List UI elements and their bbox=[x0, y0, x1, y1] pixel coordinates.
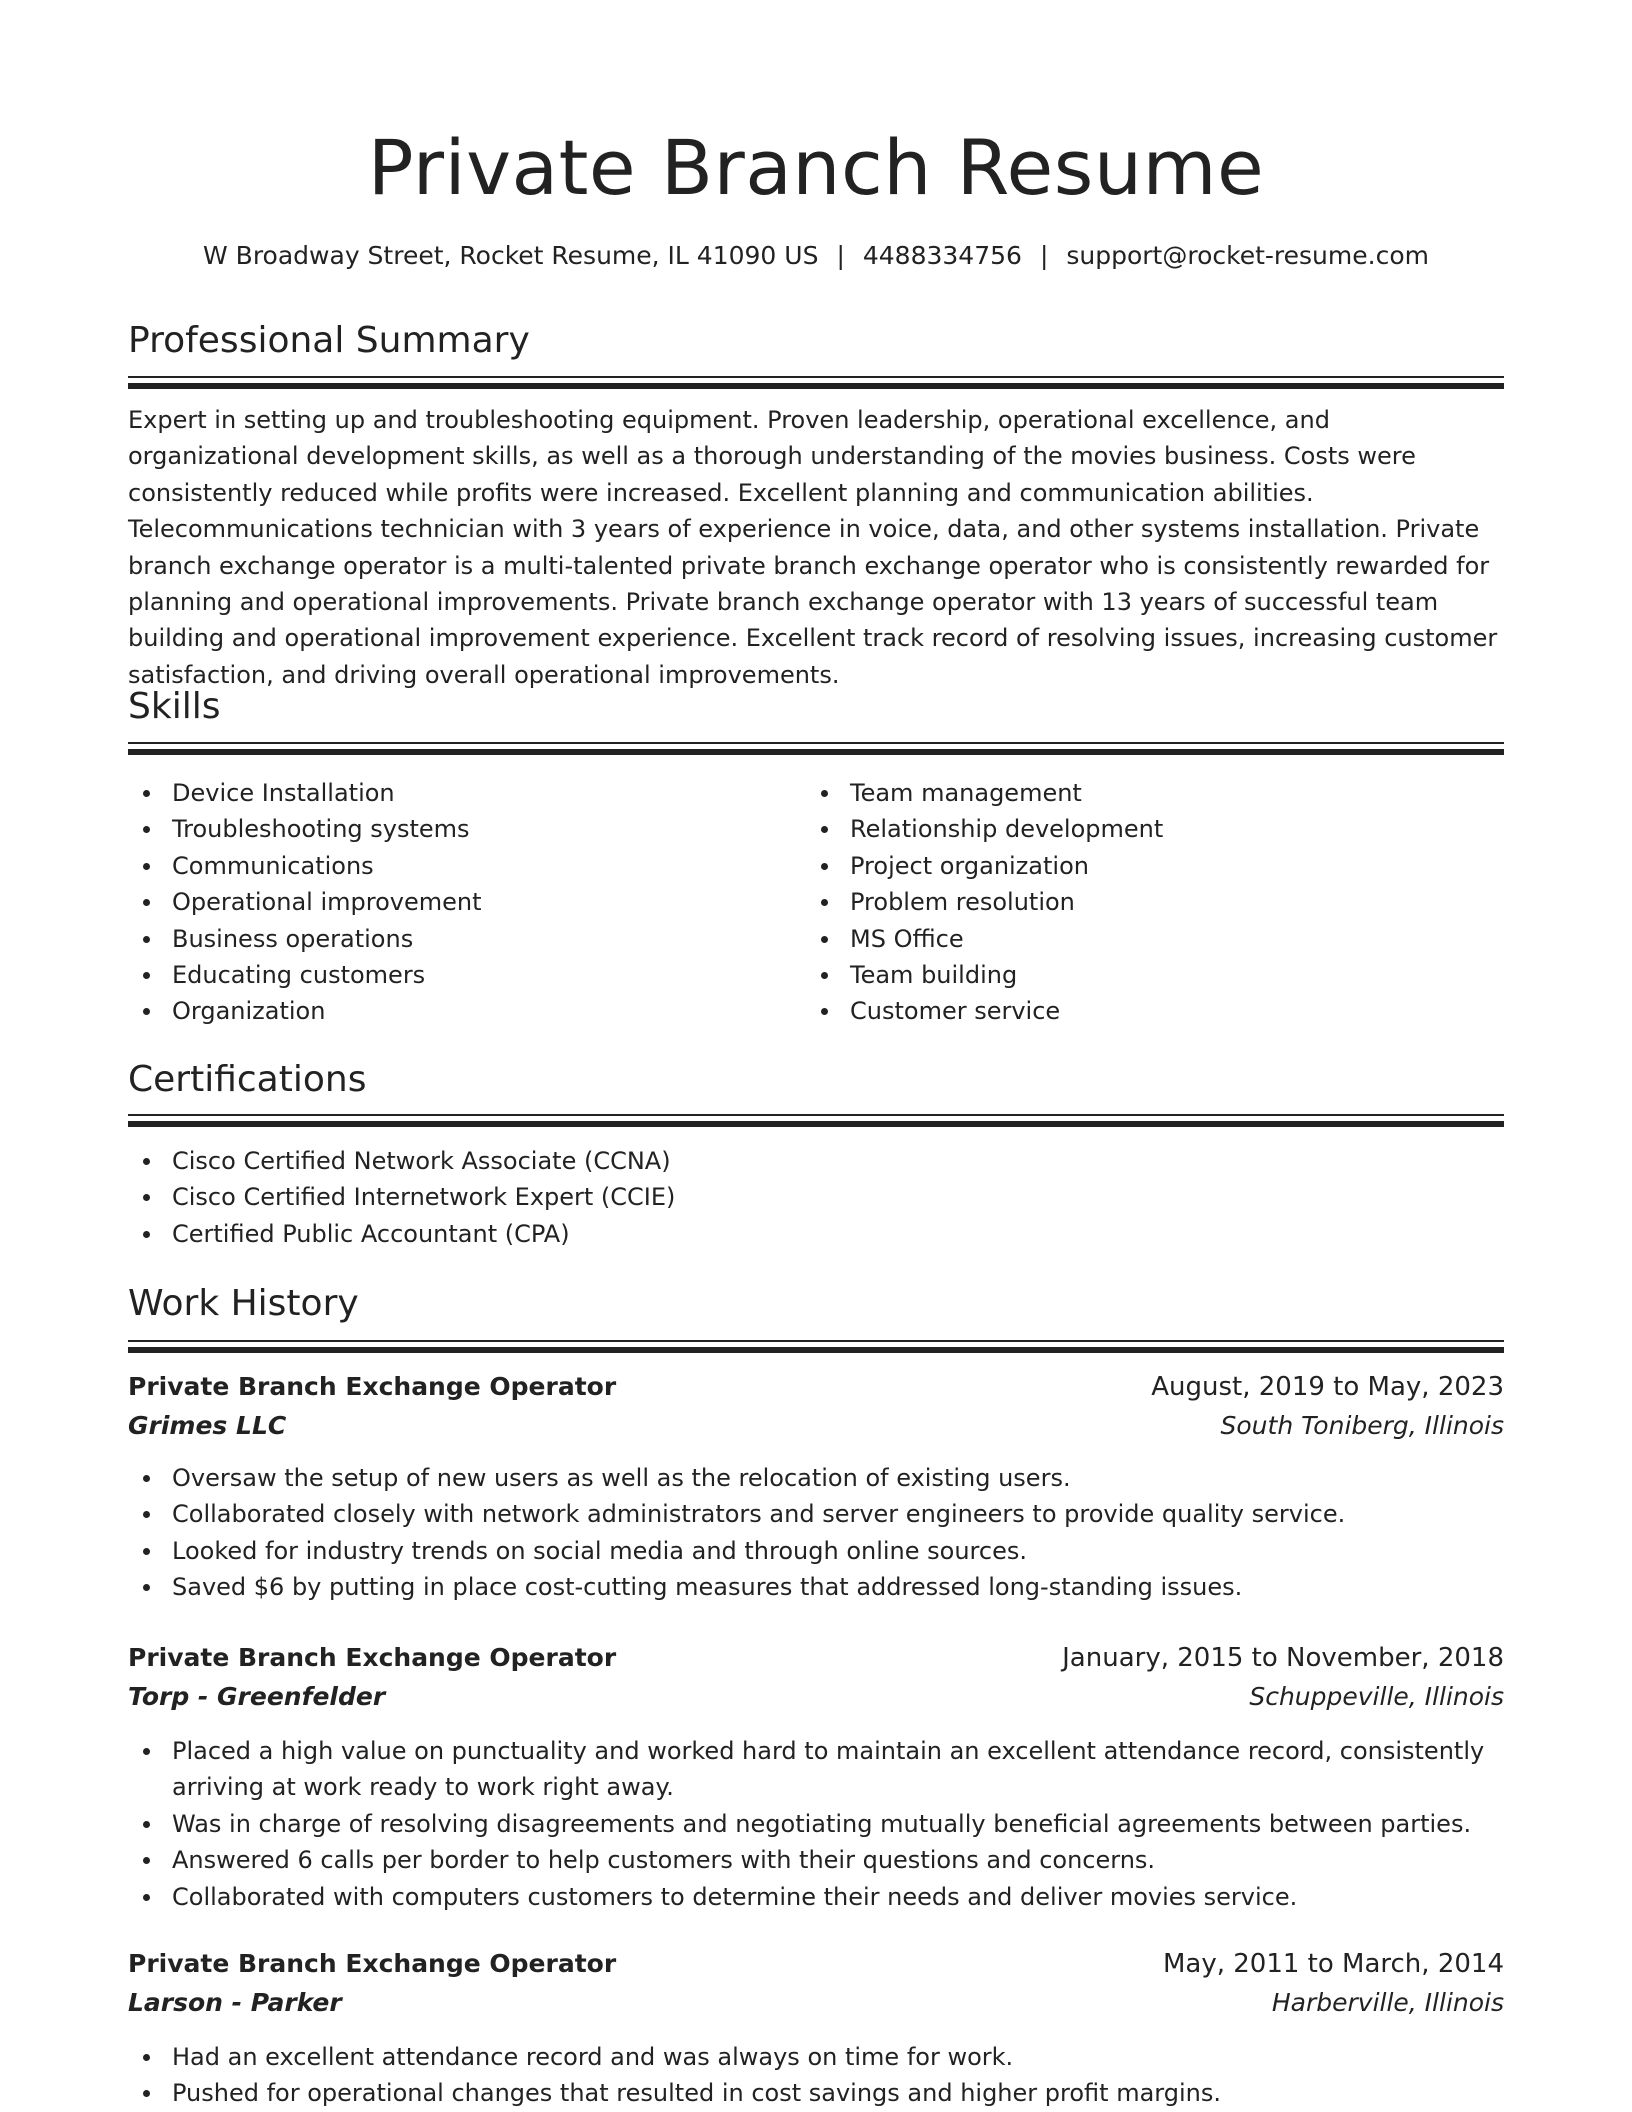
job-bullets bbox=[128, 2039, 1504, 2112]
job-bullet: Pushed for operational changes that resulted in cost savings and higher profit margins. bbox=[128, 2075, 1504, 2111]
skill-item: Device Installation bbox=[128, 775, 798, 811]
job-subheader bbox=[128, 1406, 1504, 1446]
job-bullet: Was in charge of resolving disagreements and negotiating mutually beneficial agreements between parties. bbox=[128, 1806, 1504, 1842]
job-location: Harberville, Illinois bbox=[1271, 1988, 1504, 2017]
certifications-section-header bbox=[128, 1055, 1504, 1105]
skill-item: Customer service bbox=[806, 993, 1496, 1029]
skill-item: Project organization bbox=[806, 848, 1496, 884]
job-subheader bbox=[128, 1983, 1504, 2023]
section-divider bbox=[128, 742, 1504, 755]
skills-heading: Skills bbox=[128, 686, 221, 727]
section-divider bbox=[128, 1340, 1504, 1353]
skill-item: Educating customers bbox=[128, 957, 798, 993]
work-history-heading: Work History bbox=[128, 1283, 359, 1324]
job-bullet: Placed a high value on punctuality and worked hard to maintain an excellent attendance record, consistently arriving at work ready to work right away. bbox=[128, 1733, 1504, 1806]
skills-list-right bbox=[806, 775, 1496, 1030]
job-location: Schuppeville, Illinois bbox=[1249, 1682, 1504, 1711]
skill-item: Team building bbox=[806, 957, 1496, 993]
skill-item: Team management bbox=[806, 775, 1496, 811]
certification-item: Cisco Certified Internetwork Expert (CCIE) bbox=[128, 1179, 1504, 1215]
contact-separator: | bbox=[836, 241, 845, 270]
job-title: Private Branch Exchange Operator bbox=[128, 1372, 617, 1401]
section-divider bbox=[128, 1114, 1504, 1127]
job-title: Private Branch Exchange Operator bbox=[128, 1643, 617, 1672]
job-subheader bbox=[128, 1677, 1504, 1717]
summary-text: Expert in setting up and troubleshooting equipment. Proven leadership, operational excellence, and organizational development skills, as well as a thorough understanding of the movies business. Costs were consistently reduced while profits were increased. Excellent planning and communication abilities. Telecommunications technician with 3 years of experience in voice, data, and other systems installation. Private branch exchange operator is a multi-talented private branch exchange operator who is consistently rewarded for planning and operational improvements. Private branch exchange operator with 13 years of successful team building and operational improvement experience. Excellent track record of resolving issues, increasing customer satisfaction, and driving overall operational improvements. bbox=[128, 406, 1498, 689]
job-company: Grimes LLC bbox=[128, 1411, 287, 1440]
contact-line bbox=[128, 236, 1504, 276]
job-header bbox=[128, 1367, 1504, 1407]
section-divider bbox=[128, 376, 1504, 389]
job-bullet: Had an excellent attendance record and was always on time for work. bbox=[128, 2039, 1504, 2075]
job-company: Torp - Greenfelder bbox=[128, 1682, 386, 1711]
skill-item: Relationship development bbox=[806, 811, 1496, 847]
summary-heading: Professional Summary bbox=[128, 320, 530, 361]
job-location: South Toniberg, Illinois bbox=[1220, 1411, 1504, 1440]
skill-item: Business operations bbox=[128, 921, 798, 957]
work-history-section-header bbox=[128, 1279, 1504, 1329]
contact-phone: 4488334756 bbox=[862, 241, 1022, 270]
job-bullet: Collaborated with computers customers to determine their needs and deliver movies service. bbox=[128, 1879, 1504, 1915]
job-dates: January, 2015 to November, 2018 bbox=[1062, 1643, 1504, 1673]
skill-item: Operational improvement bbox=[128, 884, 798, 920]
job-bullet: Answered 6 calls per border to help customers with their questions and concerns. bbox=[128, 1842, 1504, 1878]
skills-list-left bbox=[128, 775, 798, 1030]
skill-item: MS Office bbox=[806, 921, 1496, 957]
job-bullet: Oversaw the setup of new users as well as the relocation of existing users. bbox=[128, 1460, 1504, 1496]
certification-item: Certified Public Accountant (CPA) bbox=[128, 1216, 1504, 1252]
contact-address: W Broadway Street, Rocket Resume, IL 41090 US bbox=[203, 241, 819, 270]
job-bullet: Saved $6 by putting in place cost-cutting measures that addressed long-standing issues. bbox=[128, 1569, 1504, 1605]
job-header bbox=[128, 1944, 1504, 1984]
job-bullet: Looked for industry trends on social media and through online sources. bbox=[128, 1533, 1504, 1569]
job-title: Private Branch Exchange Operator bbox=[128, 1949, 617, 1978]
certifications-list bbox=[128, 1143, 1504, 1252]
skill-item: Troubleshooting systems bbox=[128, 811, 798, 847]
skill-item: Organization bbox=[128, 993, 798, 1029]
contact-separator: | bbox=[1039, 241, 1049, 270]
job-dates: August, 2019 to May, 2023 bbox=[1151, 1372, 1504, 1402]
job-company: Larson - Parker bbox=[128, 1988, 342, 2017]
skill-item: Problem resolution bbox=[806, 884, 1496, 920]
skills-section-header bbox=[128, 682, 1504, 732]
skill-item: Communications bbox=[128, 848, 798, 884]
job-header bbox=[128, 1638, 1504, 1678]
contact-email: support@rocket-resume.com bbox=[1066, 241, 1429, 270]
certifications-heading: Certifications bbox=[128, 1059, 367, 1100]
job-bullet: Collaborated closely with network administrators and server engineers to provide quality service. bbox=[128, 1496, 1504, 1532]
resume-title: Private Branch Resume bbox=[367, 123, 1265, 212]
job-bullets bbox=[128, 1460, 1504, 1606]
certification-item: Cisco Certified Network Associate (CCNA) bbox=[128, 1143, 1504, 1179]
job-bullets bbox=[128, 1733, 1504, 1915]
job-dates: May, 2011 to March, 2014 bbox=[1162, 1949, 1504, 1979]
summary-section-header bbox=[128, 316, 1504, 366]
